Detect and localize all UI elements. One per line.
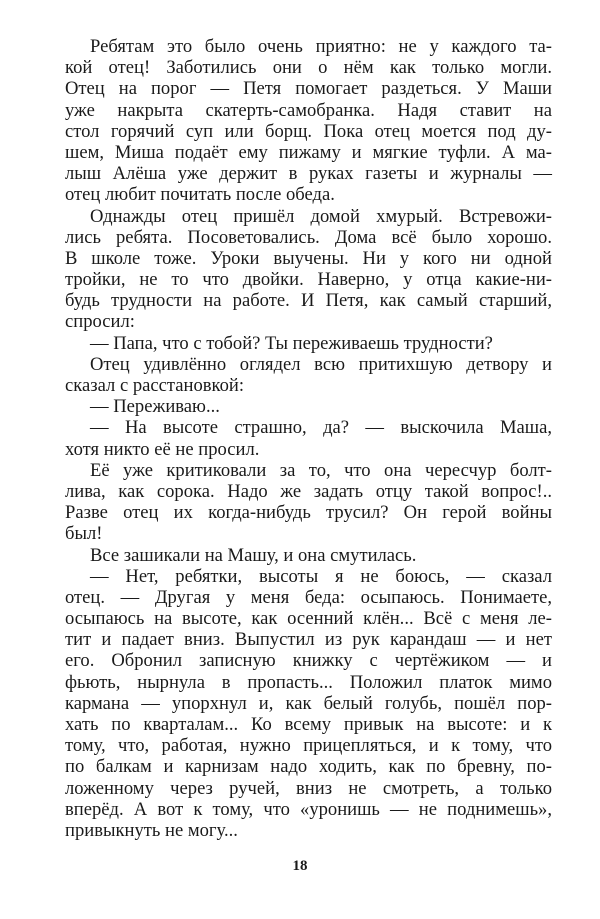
text-line: по балкам и карнизам надо ходить, как по бревну, по- bbox=[65, 756, 552, 778]
text-line: тит и падает вниз. Выпустил из рук карандаш — и нет bbox=[65, 629, 552, 651]
text-line: тройки, не то что двойки. Наверно, у отца какие-ни- bbox=[65, 269, 552, 291]
text-line: — На высоте страшно, да? — выскочила Маша, bbox=[90, 417, 552, 439]
text-line: его. Обронил записную книжку с чертёжиком — и bbox=[65, 650, 552, 672]
text-line: спросил: bbox=[65, 311, 135, 333]
text-line: хотя никто её не просил. bbox=[65, 438, 260, 460]
paragraph bbox=[65, 545, 552, 566]
text-line: сказал с расстановкой: bbox=[65, 375, 245, 396]
text-line: тому, что, работая, нужно прицепляться, и к тому, что bbox=[65, 735, 552, 757]
page-number: 18 bbox=[292, 858, 308, 874]
text-line: — Переживаю... bbox=[90, 396, 220, 418]
text-line: Её уже критиковали за то, что она чересчур болт- bbox=[90, 459, 552, 481]
text-line: кармана — упорхнул и, как белый голубь, пошёл пор- bbox=[65, 692, 552, 714]
text-line: Однажды отец пришёл домой хмурый. Встревожи- bbox=[90, 205, 552, 227]
text-line: Разве отец их когда-нибудь трусил? Он герой войны bbox=[65, 502, 552, 524]
paragraph bbox=[65, 36, 552, 206]
text-line: Отец на порог — Петя помогает раздеться. У Маши bbox=[65, 78, 552, 100]
text-line: шем, Миша подаёт ему пижаму и мягкие туфли. А ма- bbox=[65, 141, 552, 163]
text-line: вперёд. А вот к тому, что «уронишь — не поднимешь», bbox=[65, 798, 552, 820]
text-line: — Нет, ребятки, высоты я не боюсь, — сказал bbox=[90, 565, 552, 587]
text-line: лись ребята. Посоветовались. Дома всё было хорошо. bbox=[65, 226, 552, 248]
text-line: будь трудности на работе. И Петя, как самый старший, bbox=[65, 290, 552, 312]
text-line: отец. — Другая у меня беда: осыпаюсь. Понимаете, bbox=[65, 586, 552, 608]
paragraph bbox=[65, 333, 552, 354]
text-line: лива, как сорока. Надо же задать отцу такой вопрос!.. bbox=[65, 480, 552, 502]
text-line: лыш Алёша уже держит в руках газеты и журналы — bbox=[65, 163, 552, 185]
paragraph bbox=[65, 206, 552, 333]
text-line: ложенному через ручей, вниз не смотреть, а только bbox=[65, 777, 552, 799]
text-line: привыкнуть не могу... bbox=[65, 819, 238, 841]
text-line: — Папа, что с тобой? Ты переживаешь трудности? bbox=[90, 332, 493, 354]
paragraph bbox=[65, 566, 552, 841]
text-line: был! bbox=[65, 523, 103, 545]
paragraph bbox=[65, 396, 552, 417]
text-line: уже накрыта скатерть-самобранка. Надя ставит на bbox=[65, 99, 552, 121]
text-line: В школе тоже. Уроки выучены. Ни у кого ни одной bbox=[65, 247, 552, 269]
text-line: хать по кварталам... Ко всему привык на высоте: и к bbox=[65, 714, 552, 735]
text-line: Все зашикали на Машу, и она смутилась. bbox=[90, 544, 417, 566]
paragraph bbox=[65, 417, 552, 459]
text-line: стол горячий суп или борщ. Пока отец моется под ду- bbox=[65, 120, 552, 142]
text-line: отец любит почитать после обеда. bbox=[65, 184, 335, 206]
paragraph bbox=[65, 460, 552, 545]
paragraph bbox=[65, 354, 552, 396]
book-page-text bbox=[65, 36, 552, 841]
text-line: фьють, нырнула в пропасть... Положил платок мимо bbox=[65, 671, 552, 693]
text-line: кой отец! Заботились они о нём как только могли. bbox=[65, 57, 552, 79]
text-line: Ребятам это было очень приятно: не у каждого та- bbox=[90, 36, 552, 57]
text-line: Отец удивлённо оглядел всю притихшую детвору и bbox=[90, 353, 552, 375]
text-line: осыпаюсь на высоте, как осенний клён... Всё с меня ле- bbox=[65, 608, 552, 630]
